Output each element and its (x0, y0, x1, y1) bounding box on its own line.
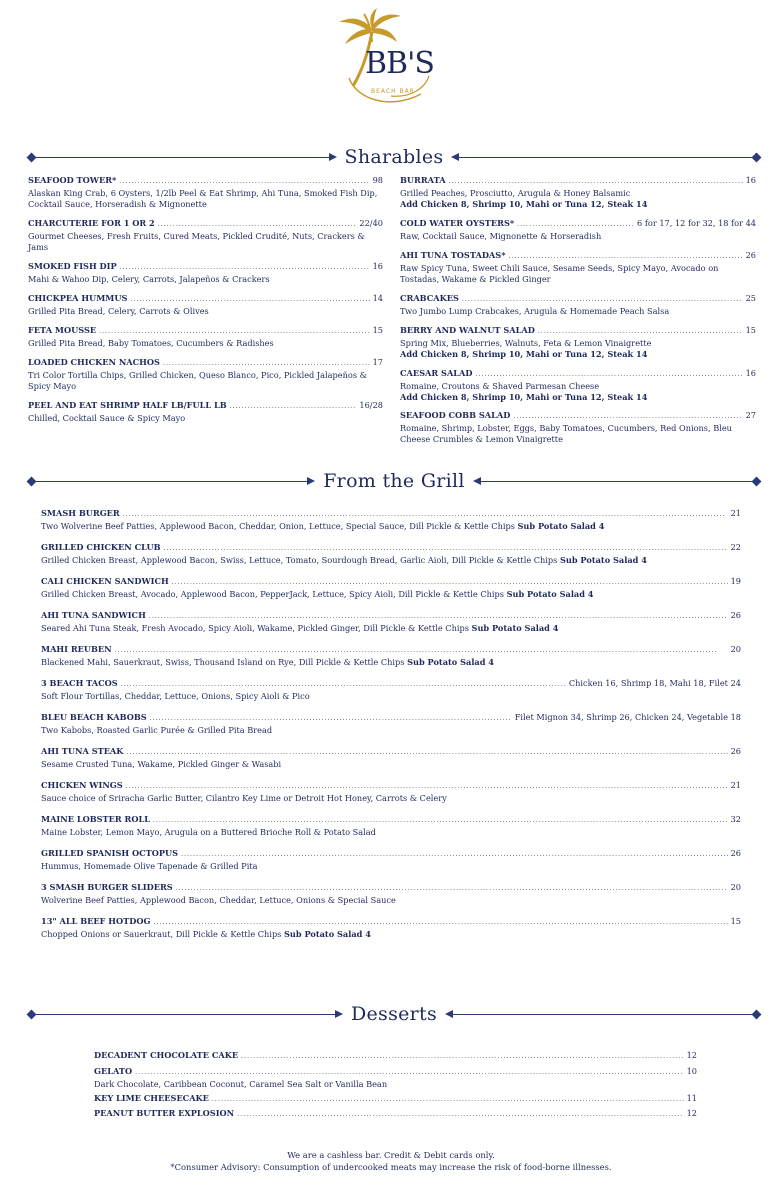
menu-item-name: AHI TUNA TOSTADAS* (400, 250, 506, 260)
menu-item (400, 218, 756, 242)
dot-leader (121, 678, 566, 691)
menu-item (41, 576, 741, 600)
menu-item-price: 21 (730, 780, 741, 790)
menu-item-desc-text: Raw Spicy Tuna, Sweet Chili Sauce, Sesame Seeds, Spicy Mayo, Avocado on Tostadas, Wakame & Pickled Ginger (400, 263, 719, 284)
menu-item-line (41, 542, 741, 555)
menu-item (41, 542, 741, 566)
menu-item-line (94, 1050, 697, 1063)
menu-item-desc-text: Gourmet Cheeses, Fresh Fruits, Cured Meats, Pickled Crudité, Nuts, Crackers & Jams (28, 231, 365, 252)
divider-right (477, 481, 758, 482)
menu-item-name: 3 BEACH TACOS (41, 678, 118, 688)
menu-item-desc-text: Romaine, Croutons & Shaved Parmesan Cheese (400, 381, 600, 391)
dot-leader (123, 508, 728, 521)
menu-item (41, 508, 741, 532)
menu-item-line (94, 1093, 697, 1106)
dot-leader (126, 780, 728, 793)
menu-item-desc-text: Two Kabobs, Roasted Garlic Purée & Grilled Pita Bread (41, 725, 273, 735)
dot-leader (115, 644, 728, 657)
dot-leader (230, 400, 357, 413)
menu-item-desc-text: Seared Ahi Tuna Steak, Fresh Avocado, Spicy Aioli, Wakame, Pickled Ginger, Dill Pickle & Kettle Chips (41, 623, 469, 633)
menu-item-desc-text: Grilled Peaches, Prosciutto, Arugula & Honey Balsamic (400, 188, 631, 198)
menu-item-description (41, 521, 741, 532)
menu-item-price: 26 (730, 746, 741, 756)
menu-item (41, 712, 741, 736)
menu-item-price: 12 (686, 1108, 697, 1118)
menu-item-line (41, 712, 741, 725)
menu-item-line (28, 400, 383, 413)
menu-item-line (28, 325, 383, 338)
menu-item-price: 15 (372, 325, 383, 335)
menu-item (28, 218, 383, 252)
menu-item-price: 16 (745, 368, 756, 378)
dot-leader (449, 175, 743, 188)
menu-item-desc-text: Chilled, Cocktail Sauce & Spicy Mayo (28, 413, 186, 423)
menu-item-line (41, 678, 741, 691)
dot-leader (150, 712, 512, 725)
menu-item-price: 16 (745, 175, 756, 185)
dot-leader (119, 175, 369, 188)
menu-item-name: GRILLED SPANISH OCTOPUS (41, 848, 179, 858)
dot-leader (176, 882, 728, 895)
menu-item-line (400, 325, 756, 338)
menu-item-line (41, 848, 741, 861)
menu-item (41, 814, 741, 838)
menu-item-description (41, 827, 741, 838)
dot-leader (538, 325, 743, 338)
divider-right (455, 157, 758, 158)
menu-item-description (400, 306, 756, 317)
logo-subtext: BEACH BAR (371, 88, 415, 95)
menu-item-description (41, 657, 741, 668)
menu-item-name: MAHI REUBEN (41, 644, 112, 654)
menu-item-name: BLEU BEACH KABOBS (41, 712, 147, 722)
menu-item-name: LOADED CHICKEN NACHOS (28, 357, 160, 367)
menu-item-name: AHI TUNA STEAK (41, 746, 124, 756)
menu-item-description (28, 231, 383, 252)
menu-item-line (94, 1108, 697, 1121)
menu-item (28, 175, 383, 209)
dot-leader (164, 542, 728, 555)
menu-item-name: CHICKPEA HUMMUS (28, 293, 128, 303)
menu-item-line (400, 293, 756, 306)
menu-item-desc-text: Blackened Mahi, Sauerkraut, Swiss, Thousand Island on Rye, Dill Pickle & Kettle Chips (41, 657, 405, 667)
menu-item-price: 20 (730, 644, 741, 654)
menu-item-name: CAESAR SALAD (400, 368, 473, 378)
menu-item-line (41, 508, 741, 521)
menu-item-price: Filet Mignon 34, Shrimp 26, Chicken 24, Vegetable 18 (514, 712, 741, 722)
menu-item-extra: Sub Potato Salad 4 (407, 657, 495, 667)
menu-item-line (400, 218, 756, 231)
menu-item-description (41, 929, 741, 940)
menu-item (94, 1108, 697, 1121)
menu-item-description (400, 381, 756, 392)
menu-item-desc-text: Sesame Crusted Tuna, Wakame, Pickled Ginger & Wasabi (41, 759, 282, 769)
menu-item (41, 746, 741, 770)
menu-item-line (28, 357, 383, 370)
menu-item-desc-text: Raw, Cocktail Sauce, Mignonette & Horseradish (400, 231, 602, 241)
menu-item-name: FETA MOUSSE (28, 325, 97, 335)
menu-item-name: CALI CHICKEN SANDWICH (41, 576, 169, 586)
menu-item-desc-text: Maine Lobster, Lemon Mayo, Arugula on a Buttered Brioche Roll & Potato Salad (41, 827, 376, 837)
menu-item (28, 357, 383, 391)
dot-leader (158, 218, 357, 231)
menu-item-name: CHICKEN WINGS (41, 780, 123, 790)
dot-leader (149, 610, 728, 623)
menu-item-price: 26 (730, 848, 741, 858)
menu-item (41, 644, 741, 668)
menu-item-name: PEEL AND EAT SHRIMP HALF LB/FULL LB (28, 400, 227, 410)
menu-item-name: SEAFOOD COBB SALAD (400, 410, 511, 420)
menu-item-description (400, 263, 756, 284)
dot-leader (181, 848, 728, 861)
dot-leader (163, 357, 370, 370)
menu-item-price: 20 (730, 882, 741, 892)
menu-item-price: 22/40 (359, 218, 383, 228)
menu-item (400, 368, 756, 402)
menu-item-extra: Add Chicken 8, Shrimp 10, Mahi or Tuna 12, Steak 14 (400, 391, 648, 402)
menu-item (94, 1066, 697, 1090)
menu-item-desc-text: Grilled Pita Bread, Celery, Carrots & Olives (28, 306, 209, 316)
menu-item (41, 916, 741, 940)
menu-item-line (28, 293, 383, 306)
menu-item-line (400, 368, 756, 381)
dot-leader (153, 916, 727, 929)
divider-left (30, 157, 333, 158)
menu-item-name: BURRATA (400, 175, 446, 185)
menu-item-name: SEAFOOD TOWER* (28, 175, 117, 185)
menu-item (41, 610, 741, 634)
menu-item-name: PEANUT BUTTER EXPLOSION (94, 1108, 235, 1118)
menu-item-desc-text: Soft Flour Tortillas, Cheddar, Lettuce, Onions, Spicy Aioli & Pico (41, 691, 310, 701)
menu-item-price: 15 (745, 325, 756, 335)
menu-item-extra: Add Chicken 8, Shrimp 10, Mahi or Tuna 12, Steak 14 (400, 198, 648, 209)
dot-leader (130, 293, 369, 306)
grill-heading (30, 469, 758, 493)
menu-item-description (28, 274, 383, 285)
dot-leader (462, 293, 743, 306)
menu-item-line (41, 780, 741, 793)
menu-item-desc-text: Tri Color Tortilla Chips, Grilled Chicken, Queso Blanco, Pico, Pickled Jalapeños & Spicy Mayo (28, 370, 367, 391)
menu-item (400, 325, 756, 359)
menu-item-price: 26 (745, 250, 756, 260)
menu-item-desc-text: Two Jumbo Lump Crabcakes, Arugula & Homemade Peach Salsa (400, 306, 670, 316)
dot-leader (237, 1108, 683, 1121)
menu-item-desc-text: Dark Chocolate, Caribbean Coconut, Caramel Sea Salt or Vanilla Bean (94, 1079, 388, 1089)
menu-item-price: 6 for 17, 12 for 32, 18 for 44 (637, 218, 756, 228)
dot-leader (241, 1050, 683, 1063)
menu-item (400, 250, 756, 284)
menu-item-name: SMASH BURGER (41, 508, 120, 518)
menu-item-price: 10 (686, 1066, 697, 1076)
menu-item-description (41, 861, 741, 872)
menu-item-line (400, 410, 756, 423)
menu-item-price: 17 (372, 357, 383, 367)
menu-item-description (28, 413, 383, 424)
dot-leader (126, 746, 727, 759)
menu-item-price: 27 (745, 410, 756, 420)
menu-item-line (28, 175, 383, 188)
menu-item (400, 293, 756, 317)
menu-item-price: 26 (730, 610, 741, 620)
divider-left (30, 1014, 339, 1015)
menu-item-name: AHI TUNA SANDWICH (41, 610, 146, 620)
menu-item-description (28, 188, 383, 209)
menu-item-description (41, 895, 741, 906)
menu-item-desc-text: Alaskan King Crab, 6 Oysters, 1/2lb Peel & Eat Shrimp, Ahi Tuna, Smoked Fish Dip, Cocktail Sauce, Horseradish & Mignonette (28, 188, 378, 209)
dot-leader (99, 325, 369, 338)
logo-text: BB'S (365, 46, 434, 81)
menu-item-price: 14 (372, 293, 383, 303)
menu-item-extra: Sub Potato Salad 4 (506, 589, 594, 599)
menu-item-name: KEY LIME CHEESECAKE (94, 1093, 209, 1103)
menu-item-extra: Add Chicken 8, Shrimp 10, Mahi or Tuna 12, Steak 14 (400, 348, 648, 359)
menu-item-desc-text: Hummus, Homemade Olive Tapenade & Grilled Pita (41, 861, 258, 871)
dot-leader (120, 261, 370, 274)
menu-item-description (41, 793, 741, 804)
menu-item-description (28, 306, 383, 317)
menu-item-name: CHARCUTERIE FOR 1 OR 2 (28, 218, 155, 228)
dot-leader (153, 814, 728, 827)
menu-item-price: 22 (730, 542, 741, 552)
menu-item-description (94, 1079, 697, 1090)
dot-leader (135, 1066, 683, 1079)
menu-item (94, 1050, 697, 1063)
menu-item-description (400, 423, 756, 444)
menu-item-name: SMOKED FISH DIP (28, 261, 117, 271)
menu-item-line (94, 1066, 697, 1079)
menu-item (400, 410, 756, 444)
menu-item-price: Chicken 16, Shrimp 18, Mahi 18, Filet 24 (568, 678, 741, 688)
menu-item-description (41, 589, 741, 600)
menu-item-name: 13" ALL BEEF HOTDOG (41, 916, 151, 926)
menu-item-line (400, 250, 756, 263)
menu-item-desc-text: Grilled Chicken Breast, Applewood Bacon, Swiss, Lettuce, Tomato, Sourdough Bread, Garlic Aioli, Dill Pickle & Kettle Chips (41, 555, 558, 565)
menu-item-line (41, 882, 741, 895)
divider-right (449, 1014, 758, 1015)
menu-item (41, 780, 741, 804)
menu-item (94, 1093, 697, 1106)
divider-left (30, 481, 311, 482)
menu-item (41, 848, 741, 872)
menu-item-extra: Sub Potato Salad 4 (471, 623, 559, 633)
menu-item-line (41, 576, 741, 589)
menu-item-extra: Sub Potato Salad 4 (517, 521, 605, 531)
menu-item-line (41, 610, 741, 623)
menu-item-desc-text: Romaine, Shrimp, Lobster, Eggs, Baby Tomatoes, Cucumbers, Red Onions, Bleu Cheese Crumbles & Lemon Vinaigrette (400, 423, 732, 444)
menu-item-description (28, 338, 383, 349)
dot-leader (513, 410, 742, 423)
menu-item-desc-text: Two Wolverine Beef Patties, Applewood Bacon, Cheddar, Onion, Lettuce, Special Sauce, Dill Pickle & Kettle Chips (41, 521, 515, 531)
menu-item-line (400, 175, 756, 188)
menu-item (28, 400, 383, 424)
menu-item-description (400, 338, 756, 349)
menu-item-name: DECADENT CHOCOLATE CAKE (94, 1050, 239, 1060)
menu-item-price: 21 (730, 508, 741, 518)
menu-item-line (41, 814, 741, 827)
menu-item (400, 175, 756, 209)
menu-item-price: 12 (686, 1050, 697, 1060)
menu-item-price: 98 (372, 175, 383, 185)
menu-item-name: BERRY AND WALNUT SALAD (400, 325, 535, 335)
menu-item-desc-text: Grilled Pita Bread, Baby Tomatoes, Cucumbers & Radishes (28, 338, 274, 348)
menu-item-line (28, 218, 383, 231)
menu-item (41, 678, 741, 702)
menu-item-desc-text: Mahi & Wahoo Dip, Celery, Carrots, Jalapeños & Crackers (28, 274, 270, 284)
menu-item-desc-text: Grilled Chicken Breast, Avocado, Applewood Bacon, PepperJack, Lettuce, Spicy Aioli, Dill Pickle & Kettle Chips (41, 589, 504, 599)
menu-item-extra: Sub Potato Salad 4 (284, 929, 371, 939)
menu-item-description (41, 691, 741, 702)
menu-item-name: MAINE LOBSTER ROLL (41, 814, 150, 824)
menu-item-name: 3 SMASH BURGER SLIDERS (41, 882, 173, 892)
menu-item-price: 15 (730, 916, 741, 926)
menu-item-name: GELATO (94, 1066, 133, 1076)
menu-item-description (41, 623, 741, 634)
menu-item-desc-text: Chopped Onions or Sauerkraut, Dill Pickle & Kettle Chips (41, 929, 282, 939)
menu-item-extra: Sub Potato Salad 4 (559, 555, 647, 565)
grill-title: From the Grill (323, 470, 465, 492)
menu-item-description (41, 759, 741, 770)
menu-item-price: 16/28 (359, 400, 383, 410)
menu-item-description (400, 231, 756, 242)
sharables-heading (30, 145, 758, 169)
menu-item-line (28, 261, 383, 274)
menu-item-desc-text: Spring Mix, Blueberries, Walnuts, Feta & Lemon Vinaigrette (400, 338, 652, 348)
menu-item-desc-text: Wolverine Beef Patties, Applewood Bacon, Cheddar, Lettuce, Onions & Special Sauce (41, 895, 396, 905)
dot-leader (476, 368, 743, 381)
menu-item-description (28, 370, 383, 391)
desserts-heading (30, 1002, 758, 1026)
menu-item-price: 19 (730, 576, 741, 586)
desserts-title: Desserts (350, 1003, 438, 1025)
dot-leader (172, 576, 728, 589)
menu-item-name: COLD WATER OYSTERS* (400, 218, 515, 228)
dot-leader (517, 218, 634, 231)
menu-item (28, 261, 383, 285)
dot-leader (508, 250, 742, 263)
bbs-logo (331, 8, 441, 108)
dot-leader (212, 1093, 684, 1106)
menu-item-line (41, 644, 741, 657)
menu-item-price: 25 (745, 293, 756, 303)
menu-item (28, 325, 383, 349)
menu-item-name: GRILLED CHICKEN CLUB (41, 542, 161, 552)
menu-item-description (41, 725, 741, 736)
menu-item-line (41, 746, 741, 759)
menu-item-price: 11 (686, 1093, 697, 1103)
footer-cashless: We are a cashless bar. Credit & Debit cards only. (287, 1150, 495, 1160)
menu-item (28, 293, 383, 317)
menu-item-description (400, 188, 756, 199)
footer-advisory: *Consumer Advisory: Consumption of undercooked meats may increase the risk of food-borne illnesses. (170, 1162, 612, 1172)
menu-item-price: 16 (372, 261, 383, 271)
menu-item-line (41, 916, 741, 929)
menu-item-price: 32 (730, 814, 741, 824)
menu-item-description (41, 555, 741, 566)
menu-item-desc-text: Sauce choice of Sriracha Garlic Butter, Cilantro Key Lime or Detroit Hot Honey, Carrots & Celery (41, 793, 447, 803)
sharables-title: Sharables (344, 146, 444, 168)
menu-item-name: CRABCAKES (400, 293, 459, 303)
menu-item (41, 882, 741, 906)
